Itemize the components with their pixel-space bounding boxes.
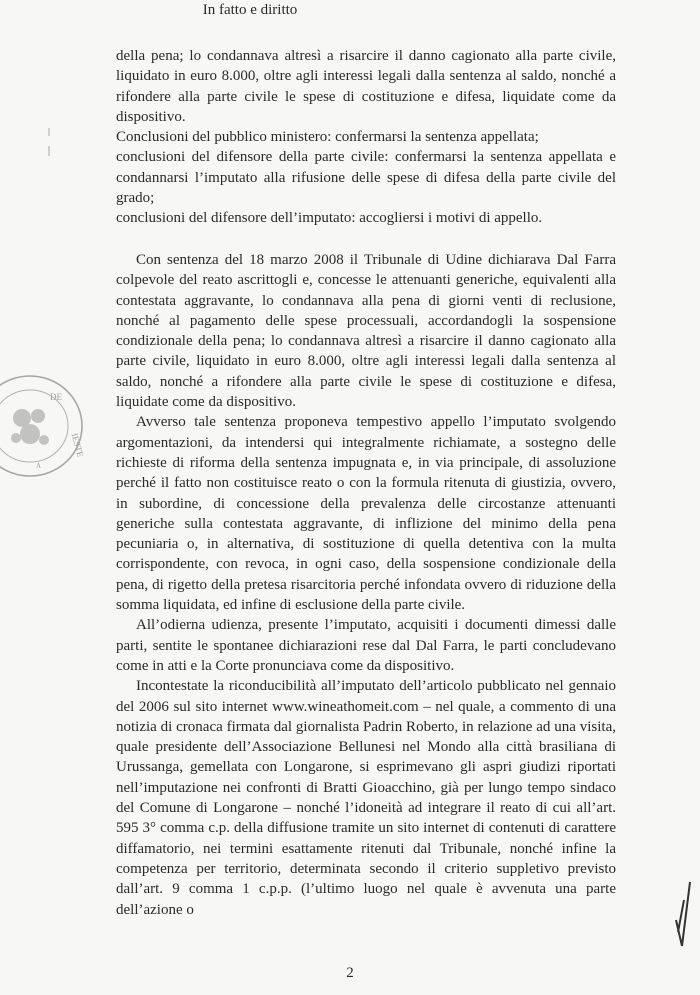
text-paragraph: Conclusioni del pubblico ministero: confermarsi la sentenza appellata; [116,129,539,146]
svg-text:A: A [36,462,42,470]
text-paragraph: Avverso tale sentenza proponeva tempestivo appello l’imputato svolgendo argomentazioni, da intendersi qui integralmente richiamate, a sostegno delle richieste di riforma della sentenza impugnata e, in via principale, di assoluzione perché il fatto non costituisce reato o con la formula ritenuta di giustizia, ovvero, in subordine, di concessione della prevalenza delle circostanze attenuanti generiche sulla contestata aggravante, di inflizione del minimo della pena pecuniaria o, in alternativa, di sostituzione di quella detentiva con la multa corrispondente, con revoca, in ogni caso, della sospensione condizionale della pena, di rigetto della pretesa risarcitoria perché infondata ovvero di riduzione della somma liquidata, ed infine di esclusione della parte civile. [116,414,616,614]
section-heading: In fatto e diritto [202,2,298,18]
text-paragraph: Con sentenza del 18 marzo 2008 il Tribunale di Udine dichiarava Dal Farra colpevole del reato ascrittogli e, concesse le attenuanti generiche, equivalenti alla contestata aggravante, lo condannava alla pena di giorni venti di reclusione, nonché al pagamento delle spese processuali, accordandogli la sospensione condizionale della pena; lo condannava altresì a risarcire il danno cagionato alla parte civile, liquidato in euro 8.000, oltre agli interessi legali dalla sentenza al saldo, nonché a rifondere alla parte civile le spese di costituzione e difesa, liquidate come da dispositivo. [116,252,616,411]
text-paragraph: conclusioni del difensore dell’imputato: accogliersi i motivi di appello. [116,210,543,227]
margin-scribble [670,880,698,952]
court-seal-stamp [0,368,92,488]
body-text [116,250,616,920]
text-paragraph: conclusioni del difensore della parte civile: confermarsi la sentenza appellata e condannarsi l’imputato alla rifusione delle spese di difesa della parte civile del grado; [116,149,616,207]
svg-text:IESTE: IESTE [69,431,86,459]
svg-text:DE: DE [50,392,62,402]
margin-mark [46,128,52,158]
page-number: 2 [346,965,354,981]
conclusions-block [116,46,616,229]
text-paragraph: Incontestate la riconducibilità all’imputato dell’articolo pubblicato nel gennaio del 2006 sul sito internet www.wineathomeit.com – nel quale, a commento di una notizia di cronaca firmata dal giornalista Padrin Roberto, in relazione ad una visita, quale presidente dell’Associazione Bellunesi nel Mondo alla città brasiliana di Urussanga, gemellata con Longarone, si esprimevano gli aspri giudizi riportati nell’imputazione nei confronti di Bratti Gioacchino, già per lungo tempo sindaco del Comune di Longarone – nonché l’idoneità ad integrare il reato di cui all’art. 595 3° comma c.p. della diffusione tramite un sito internet di contenuti di carattere diffamatorio, nei termini esattamente ritenuti dal Tribunale, nonché infine la competenza per territorio, determinata secondo il criterio suppletivo previsto dall’art. 9 comma 1 c.p.p. (l’ultimo luogo nel quale è avvenuta una parte dell’azione o [116,678,616,918]
text-paragraph: All’odierna udienza, presente l’imputato, acquisiti i documenti dimessi dalle parti, sentite le spontanee dichiarazioni rese dal Dal Farra, le parti concludevano come in atti e la Corte pronunciava come da dispositivo. [116,617,616,674]
text-paragraph: della pena; lo condannava altresì a risarcire il danno cagionato alla parte civile, liquidato in euro 8.000, oltre agli interessi legali dalla sentenza al saldo, nonché a rifondere alla parte civile le spese di costituzione e difesa, liquidate come da dispositivo. [116,48,616,125]
